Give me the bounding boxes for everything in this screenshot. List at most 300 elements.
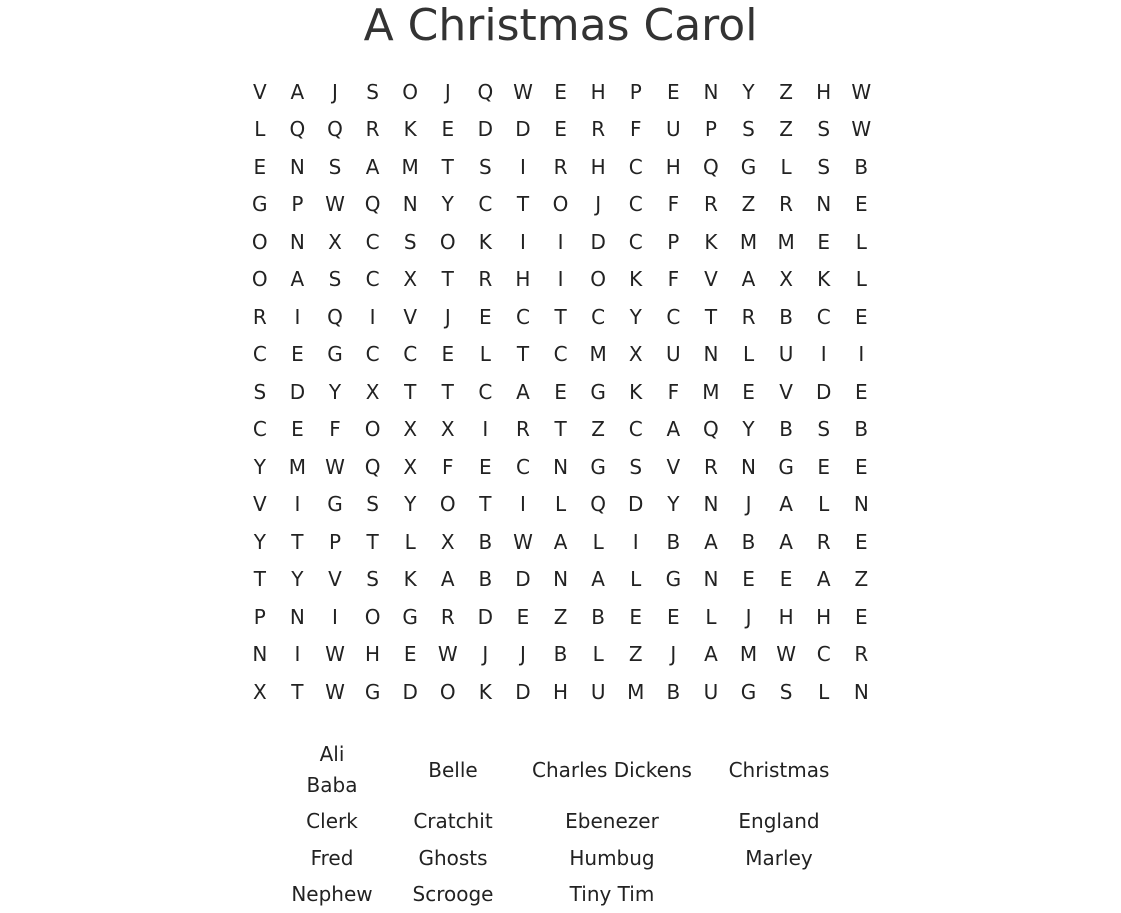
grid-letter[interactable]: P: [704, 117, 717, 142]
grid-letter[interactable]: E: [441, 117, 455, 142]
grid-letter[interactable]: L: [855, 267, 867, 292]
grid-letter[interactable]: T: [516, 342, 530, 367]
grid-letter[interactable]: D: [515, 567, 531, 592]
grid-letter[interactable]: E: [854, 192, 868, 217]
grid-letter[interactable]: N: [289, 229, 305, 254]
grid-letter[interactable]: E: [854, 379, 868, 404]
grid-letter[interactable]: T: [554, 304, 567, 329]
grid-letter[interactable]: P: [667, 229, 680, 254]
grid-letter[interactable]: A: [779, 529, 793, 554]
grid-letter[interactable]: A: [553, 529, 568, 554]
grid-letter[interactable]: E: [554, 379, 567, 404]
grid-letter[interactable]: B: [779, 304, 793, 329]
grid-letter[interactable]: X: [403, 417, 418, 442]
grid-letter[interactable]: C: [403, 342, 418, 367]
grid-letter[interactable]: L: [592, 642, 604, 667]
grid-letter[interactable]: W: [325, 679, 345, 704]
word-list-item: Nephew: [291, 882, 373, 906]
word-list-item: Fred: [310, 845, 354, 870]
grid-letter[interactable]: R: [741, 304, 756, 329]
grid-letter[interactable]: C: [628, 229, 643, 254]
grid-letter[interactable]: T: [479, 492, 492, 517]
grid-letter[interactable]: L: [742, 342, 755, 367]
grid-letter[interactable]: R: [365, 117, 380, 142]
grid-letter[interactable]: I: [858, 342, 865, 367]
grid-letter[interactable]: K: [704, 229, 718, 254]
grid-letter[interactable]: J: [595, 192, 602, 217]
grid-letter[interactable]: O: [439, 679, 456, 704]
grid-letter[interactable]: O: [364, 417, 381, 442]
grid-letter[interactable]: C: [252, 417, 267, 442]
grid-letter[interactable]: C: [591, 304, 606, 329]
grid-letter[interactable]: V: [666, 454, 681, 479]
grid-letter[interactable]: H: [553, 679, 569, 704]
grid-letter[interactable]: G: [327, 342, 343, 367]
grid-letter[interactable]: Z: [628, 642, 643, 667]
grid-letter[interactable]: A: [290, 267, 305, 292]
grid-letter[interactable]: R: [591, 117, 606, 142]
grid-letter[interactable]: O: [364, 604, 381, 629]
grid-letter[interactable]: D: [816, 379, 832, 404]
grid-letter[interactable]: S: [742, 117, 755, 142]
grid-letter[interactable]: S: [328, 267, 342, 292]
grid-letter[interactable]: M: [777, 229, 795, 254]
grid-letter[interactable]: L: [818, 679, 830, 704]
grid-letter[interactable]: O: [439, 229, 456, 254]
grid-letter[interactable]: K: [403, 567, 417, 592]
grid-letter[interactable]: J: [332, 79, 338, 104]
grid-letter[interactable]: Z: [779, 79, 793, 104]
grid-letter[interactable]: U: [590, 679, 606, 704]
grid-letter[interactable]: C: [252, 342, 267, 367]
grid-letter[interactable]: C: [628, 417, 643, 442]
grid-letter[interactable]: A: [365, 154, 380, 179]
grid-letter[interactable]: H: [590, 79, 606, 104]
grid-letter[interactable]: P: [629, 79, 642, 104]
grid-letter[interactable]: L: [554, 492, 567, 517]
grid-letter[interactable]: N: [553, 454, 569, 479]
grid-letter[interactable]: X: [779, 267, 793, 292]
grid-letter[interactable]: P: [291, 192, 304, 217]
grid-letter[interactable]: C: [628, 192, 643, 217]
grid-letter[interactable]: P: [253, 604, 266, 629]
grid-letter[interactable]: E: [629, 604, 643, 629]
grid-letter[interactable]: N: [703, 492, 719, 517]
grid-letter[interactable]: N: [289, 604, 305, 629]
grid-letter[interactable]: E: [479, 304, 492, 329]
grid-letter[interactable]: Y: [253, 529, 266, 554]
grid-letter[interactable]: F: [667, 267, 680, 292]
grid-letter[interactable]: A: [290, 79, 305, 104]
grid-letter[interactable]: X: [440, 529, 455, 554]
grid-letter[interactable]: X: [628, 342, 643, 367]
grid-letter[interactable]: W: [513, 79, 533, 104]
grid-letter[interactable]: T: [441, 267, 454, 292]
grid-letter[interactable]: Z: [591, 417, 605, 442]
grid-letter[interactable]: R: [854, 642, 869, 667]
grid-letter[interactable]: B: [478, 567, 493, 592]
grid-letter[interactable]: N: [402, 192, 418, 217]
grid-letter[interactable]: J: [482, 642, 489, 667]
grid-letter[interactable]: N: [252, 642, 268, 667]
grid-letter[interactable]: I: [369, 304, 376, 329]
grid-letter[interactable]: S: [328, 154, 342, 179]
grid-letter[interactable]: L: [254, 117, 266, 142]
grid-letter[interactable]: K: [478, 679, 492, 704]
grid-letter[interactable]: J: [670, 642, 677, 667]
grid-letter[interactable]: O: [590, 267, 607, 292]
grid-letter[interactable]: C: [816, 642, 831, 667]
grid-letter[interactable]: A: [704, 642, 718, 667]
grid-letter[interactable]: T: [291, 679, 304, 704]
grid-letter[interactable]: N: [289, 154, 305, 179]
grid-letter[interactable]: I: [294, 642, 301, 667]
grid-letter[interactable]: G: [590, 379, 606, 404]
grid-letter[interactable]: R: [703, 192, 718, 217]
grid-letter[interactable]: W: [776, 642, 796, 667]
grid-letter[interactable]: Y: [742, 79, 755, 104]
grid-letter[interactable]: N: [703, 567, 719, 592]
grid-letter[interactable]: D: [477, 117, 494, 142]
grid-letter[interactable]: R: [553, 154, 568, 179]
grid-letter[interactable]: Q: [364, 454, 381, 479]
grid-letter[interactable]: N: [853, 492, 869, 517]
grid-letter[interactable]: Q: [703, 417, 719, 442]
grid-letter[interactable]: C: [553, 342, 568, 367]
grid-letter[interactable]: A: [516, 379, 530, 404]
grid-letter[interactable]: Y: [328, 379, 342, 404]
grid-letter[interactable]: S: [479, 154, 492, 179]
grid-letter[interactable]: S: [403, 229, 417, 254]
grid-letter[interactable]: S: [366, 492, 379, 517]
grid-letter[interactable]: N: [853, 679, 869, 704]
grid-letter[interactable]: H: [590, 154, 606, 179]
grid-letter[interactable]: M: [739, 642, 758, 667]
grid-letter[interactable]: E: [854, 454, 868, 479]
grid-letter[interactable]: R: [440, 604, 455, 629]
grid-letter[interactable]: I: [294, 304, 301, 329]
grid-letter[interactable]: R: [252, 304, 267, 329]
grid-letter[interactable]: U: [666, 117, 681, 142]
grid-letter[interactable]: O: [251, 229, 268, 254]
grid-letter[interactable]: Y: [291, 567, 304, 592]
grid-letter[interactable]: R: [478, 267, 493, 292]
grid-letter[interactable]: A: [666, 417, 681, 442]
grid-letter[interactable]: Y: [629, 304, 642, 329]
grid-letter[interactable]: T: [441, 379, 454, 404]
grid-letter[interactable]: T: [704, 304, 718, 329]
word-list-item: Christmas: [728, 757, 830, 782]
grid-letter[interactable]: J: [444, 79, 451, 104]
grid-letter[interactable]: S: [817, 117, 831, 142]
word-list-item: Belle: [428, 757, 478, 782]
grid-letter[interactable]: R: [516, 417, 530, 442]
grid-letter[interactable]: E: [742, 379, 755, 404]
grid-letter[interactable]: M: [627, 679, 645, 704]
grid-letter[interactable]: I: [557, 267, 564, 292]
grid-letter[interactable]: L: [592, 529, 604, 554]
grid-letter[interactable]: B: [666, 529, 681, 554]
grid-letter[interactable]: E: [253, 154, 267, 179]
grid-letter[interactable]: E: [554, 117, 567, 142]
grid-letter[interactable]: R: [779, 192, 794, 217]
grid-letter[interactable]: G: [665, 567, 682, 592]
grid-letter[interactable]: W: [325, 192, 345, 217]
grid-letter[interactable]: Q: [477, 79, 494, 104]
grid-letter[interactable]: M: [739, 229, 758, 254]
grid-letter[interactable]: F: [329, 417, 341, 442]
grid-letter[interactable]: Q: [703, 154, 719, 179]
grid-letter[interactable]: P: [328, 529, 342, 554]
word-list-item: Clerk: [306, 809, 358, 833]
grid-letter[interactable]: A: [440, 567, 455, 592]
grid-letter[interactable]: C: [365, 267, 380, 292]
grid-letter[interactable]: I: [332, 604, 338, 629]
grid-letter[interactable]: C: [365, 342, 380, 367]
grid-letter[interactable]: T: [516, 192, 530, 217]
grid-letter[interactable]: H: [365, 642, 381, 667]
grid-letter[interactable]: Y: [667, 492, 680, 517]
grid-letter[interactable]: L: [818, 492, 830, 517]
grid-letter[interactable]: E: [291, 342, 304, 367]
grid-letter[interactable]: C: [478, 379, 493, 404]
grid-letter[interactable]: A: [741, 267, 756, 292]
grid-letter[interactable]: C: [478, 192, 493, 217]
grid-letter[interactable]: M: [589, 342, 607, 367]
grid-letter[interactable]: Z: [553, 604, 568, 629]
grid-letter[interactable]: C: [628, 154, 643, 179]
grid-letter[interactable]: O: [552, 192, 569, 217]
grid-letter[interactable]: T: [291, 529, 304, 554]
grid-letter[interactable]: E: [854, 604, 868, 629]
grid-letter[interactable]: W: [325, 642, 345, 667]
grid-letter[interactable]: E: [854, 304, 868, 329]
grid-letter[interactable]: T: [253, 567, 266, 592]
grid-letter[interactable]: J: [444, 304, 451, 329]
grid-letter[interactable]: Q: [364, 192, 381, 217]
grid-letter[interactable]: F: [629, 117, 642, 142]
grid-letter[interactable]: Z: [741, 192, 756, 217]
grid-letter[interactable]: I: [520, 154, 526, 179]
grid-letter[interactable]: K: [478, 229, 492, 254]
grid-letter[interactable]: Z: [779, 117, 793, 142]
grid-letter[interactable]: X: [328, 229, 342, 254]
grid-letter[interactable]: K: [629, 267, 643, 292]
grid-letter[interactable]: I: [482, 417, 489, 442]
grid-letter[interactable]: B: [779, 417, 793, 442]
grid-letter[interactable]: N: [553, 567, 569, 592]
grid-letter[interactable]: V: [403, 304, 418, 329]
grid-letter[interactable]: X: [252, 679, 267, 704]
grid-letter[interactable]: Z: [854, 567, 869, 592]
grid-letter[interactable]: E: [441, 342, 455, 367]
grid-letter[interactable]: E: [554, 79, 567, 104]
grid-letter[interactable]: X: [403, 454, 418, 479]
grid-letter[interactable]: E: [291, 417, 304, 442]
grid-letter[interactable]: D: [590, 229, 606, 254]
grid-letter[interactable]: D: [477, 604, 494, 629]
grid-letter[interactable]: B: [553, 642, 568, 667]
grid-letter[interactable]: G: [327, 492, 343, 517]
grid-letter[interactable]: C: [365, 229, 380, 254]
grid-letter[interactable]: I: [294, 492, 301, 517]
grid-letter[interactable]: L: [780, 154, 792, 179]
grid-letter[interactable]: T: [366, 529, 379, 554]
grid-letter[interactable]: H: [665, 154, 681, 179]
grid-letter[interactable]: E: [817, 229, 831, 254]
grid-letter[interactable]: G: [402, 604, 418, 629]
grid-letter[interactable]: Y: [441, 192, 454, 217]
grid-letter[interactable]: A: [704, 529, 718, 554]
grid-letter[interactable]: D: [515, 117, 531, 142]
grid-letter[interactable]: C: [515, 304, 530, 329]
grid-letter[interactable]: M: [401, 154, 419, 179]
grid-letter[interactable]: X: [440, 417, 455, 442]
grid-letter[interactable]: I: [520, 229, 526, 254]
grid-letter[interactable]: L: [479, 342, 491, 367]
grid-letter[interactable]: F: [667, 192, 680, 217]
grid-letter[interactable]: H: [816, 79, 832, 104]
grid-letter[interactable]: U: [703, 679, 719, 704]
grid-letter[interactable]: I: [632, 529, 639, 554]
word-list-item: Scrooge: [412, 882, 494, 906]
word-list-item: Humbug: [569, 845, 655, 870]
grid-letter[interactable]: B: [666, 679, 681, 704]
grid-letter[interactable]: A: [816, 567, 831, 592]
grid-letter[interactable]: T: [554, 417, 567, 442]
grid-letter[interactable]: K: [629, 379, 643, 404]
grid-letter[interactable]: J: [520, 642, 526, 667]
grid-letter[interactable]: W: [851, 79, 872, 104]
grid-letter[interactable]: T: [441, 154, 454, 179]
grid-letter[interactable]: J: [745, 492, 752, 517]
grid-letter[interactable]: G: [364, 679, 381, 704]
grid-letter[interactable]: L: [630, 567, 642, 592]
grid-letter[interactable]: B: [854, 417, 869, 442]
grid-letter[interactable]: N: [703, 79, 719, 104]
grid-letter[interactable]: B: [591, 604, 605, 629]
grid-letter[interactable]: D: [515, 679, 531, 704]
grid-letter[interactable]: I: [520, 492, 526, 517]
grid-letter[interactable]: F: [442, 454, 454, 479]
grid-letter[interactable]: S: [779, 679, 793, 704]
grid-letter[interactable]: V: [252, 492, 267, 517]
grid-letter[interactable]: X: [365, 379, 380, 404]
grid-letter[interactable]: X: [403, 267, 418, 292]
grid-letter[interactable]: W: [851, 117, 872, 142]
grid-letter[interactable]: N: [816, 192, 832, 217]
grid-letter[interactable]: H: [515, 267, 531, 292]
grid-letter[interactable]: S: [817, 417, 831, 442]
grid-letter[interactable]: Q: [590, 492, 607, 517]
grid-letter[interactable]: C: [515, 454, 530, 479]
grid-letter[interactable]: M: [702, 379, 720, 404]
grid-letter[interactable]: O: [251, 267, 268, 292]
grid-letter[interactable]: B: [478, 529, 493, 554]
word-list: [272, 737, 872, 913]
grid-letter[interactable]: Y: [404, 492, 417, 517]
grid-letter[interactable]: R: [816, 529, 831, 554]
grid-letter[interactable]: S: [253, 379, 267, 404]
grid-letter[interactable]: G: [252, 192, 268, 217]
grid-letter[interactable]: I: [820, 342, 827, 367]
grid-letter[interactable]: K: [403, 117, 417, 142]
grid-letter[interactable]: G: [778, 454, 794, 479]
grid-letter[interactable]: E: [667, 604, 680, 629]
grid-letter[interactable]: G: [590, 454, 606, 479]
grid-letter[interactable]: E: [667, 79, 680, 104]
grid-letter[interactable]: F: [667, 379, 680, 404]
grid-letter[interactable]: V: [779, 379, 793, 404]
grid-letter[interactable]: N: [703, 342, 719, 367]
grid-letter[interactable]: C: [816, 304, 831, 329]
grid-letter[interactable]: V: [252, 79, 267, 104]
grid-letter[interactable]: L: [705, 604, 717, 629]
grid-letter[interactable]: D: [289, 379, 306, 404]
word-list-item: Charles Dickens: [532, 757, 692, 782]
grid-letter[interactable]: R: [703, 454, 718, 479]
puzzle-title: A Christmas Carol: [363, 0, 758, 51]
grid-letter[interactable]: E: [817, 454, 831, 479]
grid-letter[interactable]: Y: [253, 454, 266, 479]
grid-letter[interactable]: U: [778, 342, 794, 367]
grid-letter[interactable]: O: [439, 492, 456, 517]
grid-letter[interactable]: U: [666, 342, 681, 367]
grid-letter[interactable]: W: [513, 529, 533, 554]
grid-letter[interactable]: N: [741, 454, 756, 479]
grid-letter[interactable]: V: [704, 267, 718, 292]
grid-letter[interactable]: V: [328, 567, 342, 592]
grid-letter[interactable]: W: [437, 642, 458, 667]
grid-letter[interactable]: Q: [327, 117, 343, 142]
grid-letter[interactable]: M: [288, 454, 307, 479]
grid-letter[interactable]: D: [402, 679, 418, 704]
grid-letter[interactable]: W: [325, 454, 345, 479]
grid-letter[interactable]: S: [817, 154, 831, 179]
grid-letter[interactable]: H: [778, 604, 794, 629]
grid-letter[interactable]: E: [479, 454, 492, 479]
grid-letter[interactable]: E: [779, 567, 793, 592]
grid-letter[interactable]: S: [366, 79, 379, 104]
grid-letter[interactable]: L: [404, 529, 416, 554]
grid-letter[interactable]: D: [628, 492, 644, 517]
grid-letter[interactable]: C: [666, 304, 681, 329]
grid-letter[interactable]: B: [854, 154, 869, 179]
grid-letter[interactable]: E: [854, 529, 868, 554]
grid-letter[interactable]: O: [402, 79, 419, 104]
grid-letter[interactable]: G: [740, 154, 757, 179]
grid-letter[interactable]: S: [366, 567, 379, 592]
word-list-item: Cratchit: [413, 809, 493, 833]
grid-letter[interactable]: G: [740, 679, 757, 704]
grid-letter[interactable]: A: [591, 567, 605, 592]
grid-letter[interactable]: T: [404, 379, 417, 404]
grid-letter[interactable]: E: [742, 567, 755, 592]
grid-letter[interactable]: Q: [289, 117, 306, 142]
grid-letter[interactable]: J: [745, 604, 752, 629]
grid-letter[interactable]: A: [779, 492, 793, 517]
grid-letter[interactable]: S: [629, 454, 643, 479]
grid-letter[interactable]: I: [557, 229, 564, 254]
grid-letter[interactable]: H: [816, 604, 832, 629]
grid-letter[interactable]: K: [817, 267, 831, 292]
grid-letter[interactable]: L: [855, 229, 867, 254]
grid-letter[interactable]: Q: [327, 304, 343, 329]
grid-letter[interactable]: Y: [742, 417, 755, 442]
grid-letter[interactable]: E: [403, 642, 417, 667]
grid-letter[interactable]: B: [741, 529, 756, 554]
grid-letter[interactable]: E: [516, 604, 530, 629]
